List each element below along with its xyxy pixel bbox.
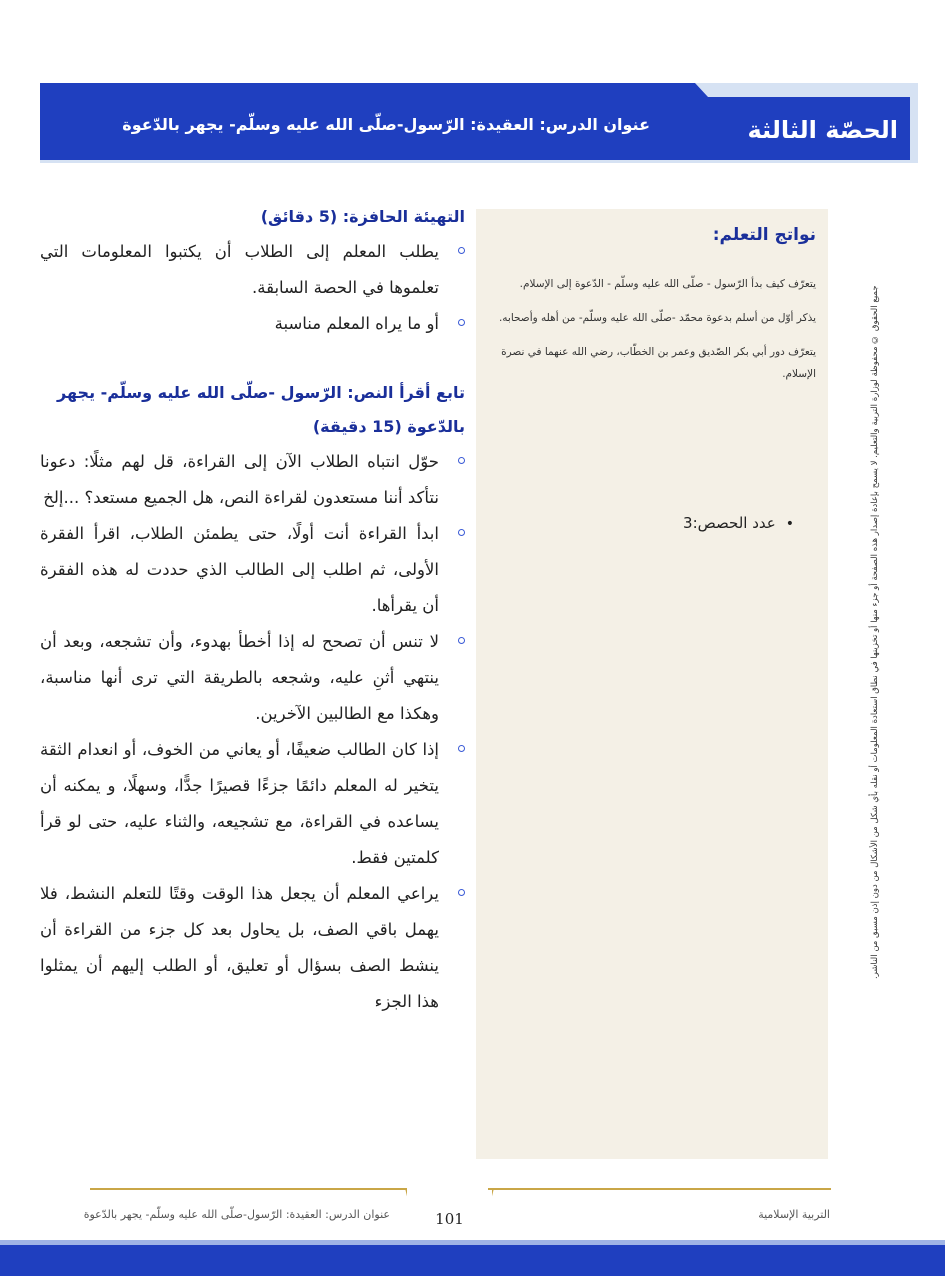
main-content bbox=[40, 200, 465, 1020]
footer-subject: التربية الإسلامية bbox=[758, 1208, 830, 1221]
reading-time: (15 دقيقة) bbox=[312, 417, 402, 436]
outcome-item: يتعرّف كيف بدأ الرّسول - صلّى الله عليه وسلّم - الدّعوة إلى الإسلام. bbox=[519, 278, 816, 290]
lesson-title: عنوان الدرس: العقيدة: الرّسول-صلّى الله عليه وسلّم- يجهر بالدّعوة bbox=[122, 115, 650, 134]
bullet-icon bbox=[458, 889, 465, 896]
footer-rule-right bbox=[488, 1188, 831, 1190]
list-item bbox=[40, 444, 465, 516]
warmup-heading-label: التهيئة الحافزة: bbox=[342, 207, 465, 226]
list-item bbox=[40, 732, 465, 876]
learning-outcomes-panel bbox=[476, 209, 828, 1159]
copyright-notice: جميع الحقوق © محفوظة لوزارة التربية والتعليم. لا يسمح بإعادة إصدار هذه الصفحة أو جزء منها أو تخزينها في نطاق استعادة المعلومات أو نقله بأي شكل من الأشكال من دون إذن مسبق من الناشر. bbox=[870, 285, 880, 979]
warmup-heading bbox=[40, 200, 465, 234]
warmup-list bbox=[40, 234, 465, 342]
outcomes-title: نواتج التعلم: bbox=[712, 225, 816, 245]
list-item bbox=[40, 516, 465, 624]
outcomes-list bbox=[494, 273, 816, 397]
periods-count-text: عدد الحصص:3 bbox=[683, 514, 776, 532]
list-item-text: ابدأ القراءة أنت أولًا، حتى يطمئن الطلاب، اقرأ الفقرة الأولى، ثم اطلب إلى الطالب الذي حددت له هذه الفقرة أن يقرأها. bbox=[40, 524, 439, 615]
reading-topic: الرّسول -صلّى الله عليه وسلّم- يجهر بالدّعوة bbox=[57, 383, 465, 436]
reading-list bbox=[40, 444, 465, 1020]
warmup-time: (5 دقائق) bbox=[260, 207, 338, 226]
list-item-text: يطلب المعلم إلى الطلاب أن يكتبوا المعلومات التي تعلموها في الحصة السابقة. bbox=[40, 242, 439, 297]
page-number: 101 bbox=[435, 1210, 464, 1228]
bullet-icon: • bbox=[785, 516, 794, 532]
periods-count bbox=[494, 511, 794, 536]
list-item-text: أو ما يراه المعلم مناسبة bbox=[274, 314, 439, 333]
outcome-item: يذكر أوّل من أسلم بدعوة محمّد -صلّى الله عليه وسلّم- من أهله وأصحابه. bbox=[498, 312, 816, 324]
period-title: الحصّة الثالثة bbox=[747, 116, 898, 144]
bullet-icon bbox=[458, 745, 465, 752]
list-item bbox=[40, 624, 465, 732]
bottom-bar bbox=[0, 1245, 945, 1276]
bullet-icon bbox=[458, 529, 465, 536]
bullet-icon bbox=[458, 457, 465, 464]
list-item bbox=[40, 306, 465, 342]
bullet-icon bbox=[458, 319, 465, 326]
bullet-icon bbox=[458, 247, 465, 254]
list-item-text: يراعي المعلم أن يجعل هذا الوقت وقتًا للتعلم النشط، فلا يهمل باقي الصف، بل يحاول بعد كل جزء من القراءة أن ينشط الصف بسؤال أو تعليق، أو الطلب إليهم أن يمثلوا هذا الجزء bbox=[40, 884, 439, 1011]
outcome-item: يتعرّف دور أبي بكر الصّديق وعمر بن الخطّاب، رضي الله عنهما في نصرة الإسلام. bbox=[501, 346, 816, 380]
list-item-text: لا تنس أن تصحح له إذا أخطأ بهدوء، وأن تشجعه، وبعد أن ينتهي أثنِ عليه، وشجعه بالطريقة التي ترى أنها مناسبة، وهكذا مع الطالبين الآخرين. bbox=[40, 632, 439, 723]
footer-lesson-title: عنوان الدرس: العقيدة: الرّسول-صلّى الله عليه وسلّم- يجهر بالدّعوة bbox=[83, 1208, 390, 1221]
list-item-text: حوّل انتباه الطلاب الآن إلى القراءة، قل لهم مثلًا: دعونا نتأكد أننا مستعدون لقراءة النص، هل الجميع مستعد؟ ...إلخ bbox=[40, 452, 439, 507]
list-item bbox=[40, 876, 465, 1020]
list-item-text: إذا كان الطالب ضعيفًا، أو يعاني من الخوف، أو انعدام الثقة يتخير له المعلم دائمًا جزءًا قصيرًا جدًّا، وسهلًا، و يمكنه أن يساعده في القراءة، مع تشجيعه، والثناء عليه، حتى لو قرأ كلمتين فقط. bbox=[40, 740, 439, 867]
reading-heading-label: تابع أقرأ النص: bbox=[347, 383, 465, 402]
footer-rule-left bbox=[90, 1188, 407, 1190]
bullet-icon bbox=[458, 637, 465, 644]
reading-heading bbox=[40, 376, 465, 444]
list-item bbox=[40, 234, 465, 306]
